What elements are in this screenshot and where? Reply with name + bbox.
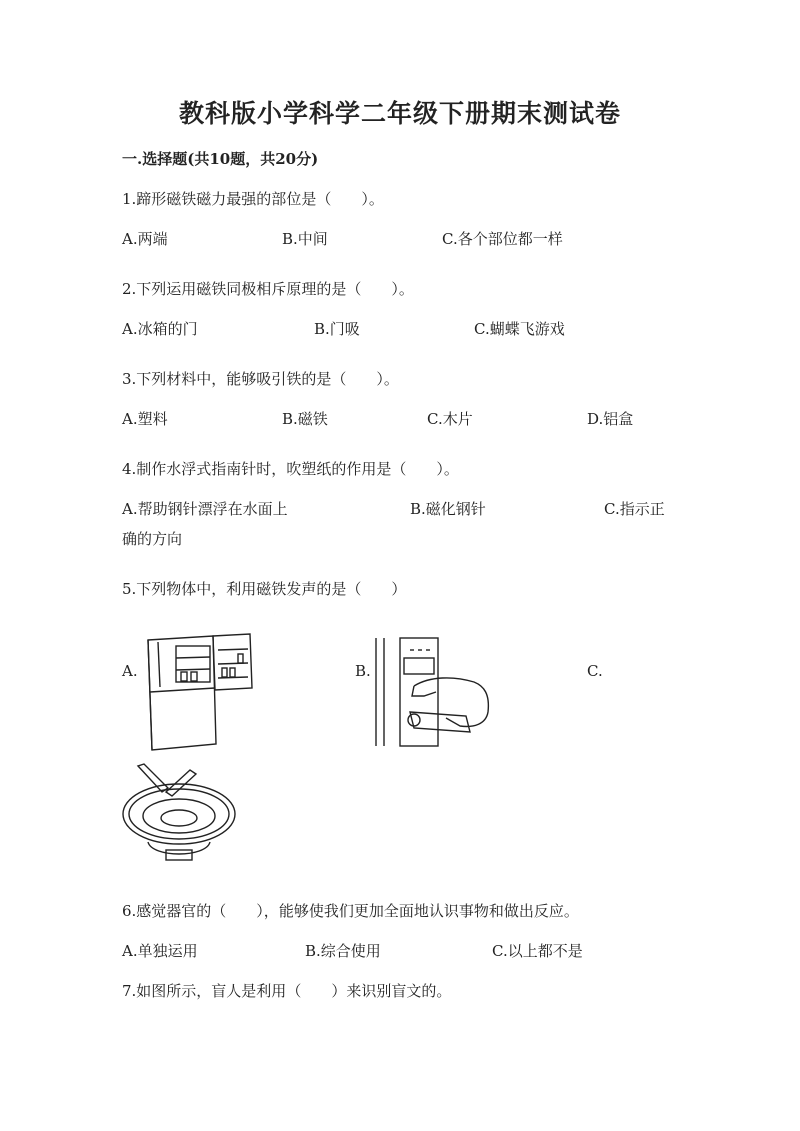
- question-2-option-c: C.蝴蝶飞游戏: [474, 320, 565, 338]
- fridge-illustration: [138, 632, 260, 754]
- page-title: 教科版小学科学二年级下册期末测试卷: [178, 99, 621, 128]
- question-3-option-c: C.木片: [427, 410, 473, 428]
- question-3-option-d: D.铝盒: [587, 410, 634, 428]
- question-2-option-b: B.门吸: [314, 320, 360, 338]
- question-4-option-b: B.磁化钢针: [410, 500, 486, 518]
- question-1-option-b: B.中间: [282, 230, 328, 248]
- question-1-option-c: C.各个部位都一样: [442, 230, 563, 248]
- question-5-stem: 5.下列物体中，利用磁铁发声的是（ ）: [122, 580, 407, 598]
- question-5-option-a: A.: [122, 662, 138, 680]
- question-5-option-b: B.: [355, 662, 371, 680]
- question-4-option-c: C.指示正: [604, 500, 665, 518]
- section-heading: 一.选择题(共10题，共20分): [122, 150, 319, 168]
- question-6-stem: 6.感觉器官的（ ），能够使我们更加全面地认识事物和做出反应。: [122, 902, 579, 920]
- question-3-stem: 3.下列材料中，能够吸引铁的是（ ）。: [122, 370, 399, 388]
- question-1-stem: 1.蹄形磁铁磁力最强的部位是（ ）。: [122, 190, 384, 208]
- question-5-option-c: C.: [587, 662, 603, 680]
- question-3-option-b: B.磁铁: [282, 410, 328, 428]
- speaker-illustration: [118, 762, 240, 866]
- question-3-option-a: A.塑料: [122, 410, 168, 428]
- question-6-option-a: A.单独运用: [122, 942, 198, 960]
- door-handle-illustration: [370, 636, 495, 748]
- question-1-option-a: A.两端: [122, 230, 168, 248]
- question-4-stem: 4.制作水浮式指南针时，吹塑纸的作用是（ ）。: [122, 460, 459, 478]
- question-4-wrap: 确的方向: [122, 530, 183, 548]
- question-6-option-c: C.以上都不是: [492, 942, 583, 960]
- question-2-stem: 2.下列运用磁铁同极相斥原理的是（ ）。: [122, 280, 414, 298]
- question-7-stem: 7.如图所示，盲人是利用（ ）来识别盲文的。: [122, 982, 452, 1000]
- question-2-option-a: A.冰箱的门: [122, 320, 198, 338]
- question-4-option-a: A.帮助钢针漂浮在水面上: [122, 500, 288, 518]
- question-6-option-b: B.综合使用: [305, 942, 381, 960]
